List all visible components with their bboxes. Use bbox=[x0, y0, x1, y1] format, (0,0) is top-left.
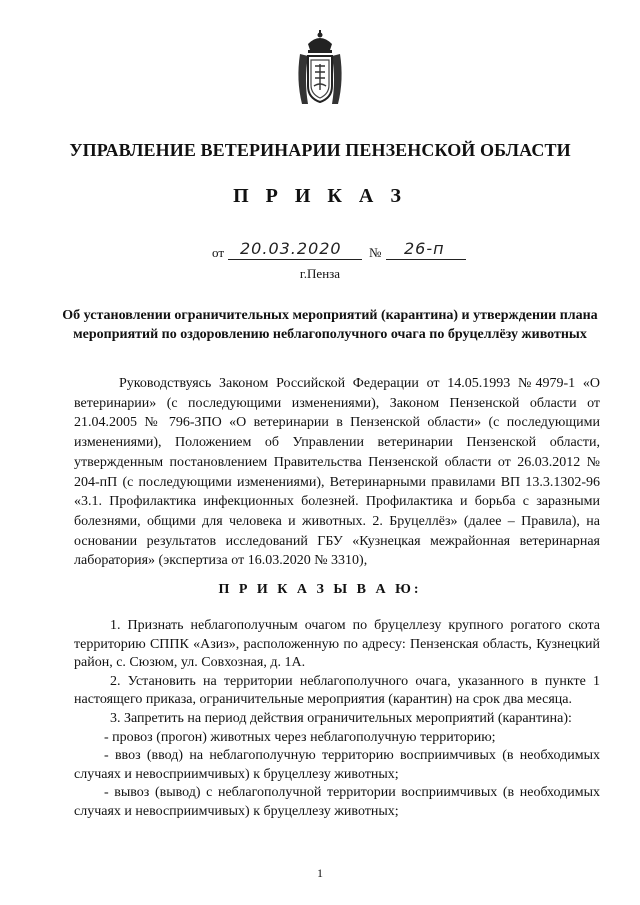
order-item: - вывоз (вывод) с неблагополучной территории восприимчивых (в необходимых случаях и невосприимчивых) к бруцеллезу животных; bbox=[74, 785, 600, 819]
order-item: 1. Признать неблагополучным очагом по бруцеллезу крупного рогатого скота территорию СППК «Азиз», расположенную по адресу: Пензенская область, Кузнецкий район, с. Сюзюм, ул. Совхозная, д. 1А. bbox=[74, 618, 600, 671]
order-item: 2. Установить на территории неблагополучного очага, указанного в пункте 1 настоящего приказа, ограничительные мероприятия (карантин) на срок два месяца. bbox=[74, 673, 600, 708]
document-type: П Р И К А З bbox=[233, 185, 407, 207]
date-prefix: от bbox=[212, 245, 225, 260]
preamble-paragraph: Руководствуясь Законом Российской Федерации от 14.05.1993 №4979-1 «О ветеринарии» (с последующими изменениями), Законом Пензенской области от 21.04.2005 № 796-ЗПО «О ветеринарии в Пензенской области» (с последующими изменениями), Положением об Управлении ветеринарии Пензенской области, утвержденным постановлением Правительства Пензенской области от 26.03.2012 № 204-пП (с последующими изменениями), Ветеринарными правилами ВП 13.3.1302-96 «3.1. Профилактика инфекционных болезней. Профилактика и борьба с заразными болезнями, общими для человека и животных. 2. Бруцеллёз» (далее – Правила), на основании результатов исследований ГБУ «Кузнецкая межрайонная ветеринарная лаборатория» (экспертиза от 16.03.2020 № 3310), bbox=[74, 376, 600, 569]
number-prefix: № bbox=[369, 245, 382, 260]
order-item: 3. Запретить на период действия ограничительных мероприятий (карантина): bbox=[110, 710, 572, 726]
date-underline bbox=[228, 259, 362, 260]
order-item: - провоз (прогон) животных через неблагополучную территорию; bbox=[104, 729, 496, 745]
number-underline bbox=[386, 259, 466, 260]
coat-of-arms-icon bbox=[294, 30, 346, 108]
page-number: 1 bbox=[317, 866, 323, 880]
order-heading: П Р И К А З Ы В А Ю: bbox=[218, 582, 422, 597]
organization-title: УПРАВЛЕНИЕ ВЕТЕРИНАРИИ ПЕНЗЕНСКОЙ ОБЛАСТИ bbox=[69, 140, 571, 160]
order-item: - ввоз (ввод) на неблагополучную территорию восприимчивых (в необходимых случаях и невосприимчивых) к бруцеллезу животных; bbox=[74, 748, 600, 782]
order-subject: Об установлении ограничительных мероприятий (карантина) и утверждении плана мероприятий по оздоровлению неблагополучного очага по бруцеллёзу животных bbox=[62, 308, 598, 342]
date-number-line bbox=[212, 241, 482, 263]
order-date: 20.03.2020 bbox=[240, 239, 342, 258]
order-number: 26-п bbox=[404, 239, 445, 258]
order-items bbox=[74, 617, 600, 822]
city: г.Пенза bbox=[299, 266, 341, 281]
